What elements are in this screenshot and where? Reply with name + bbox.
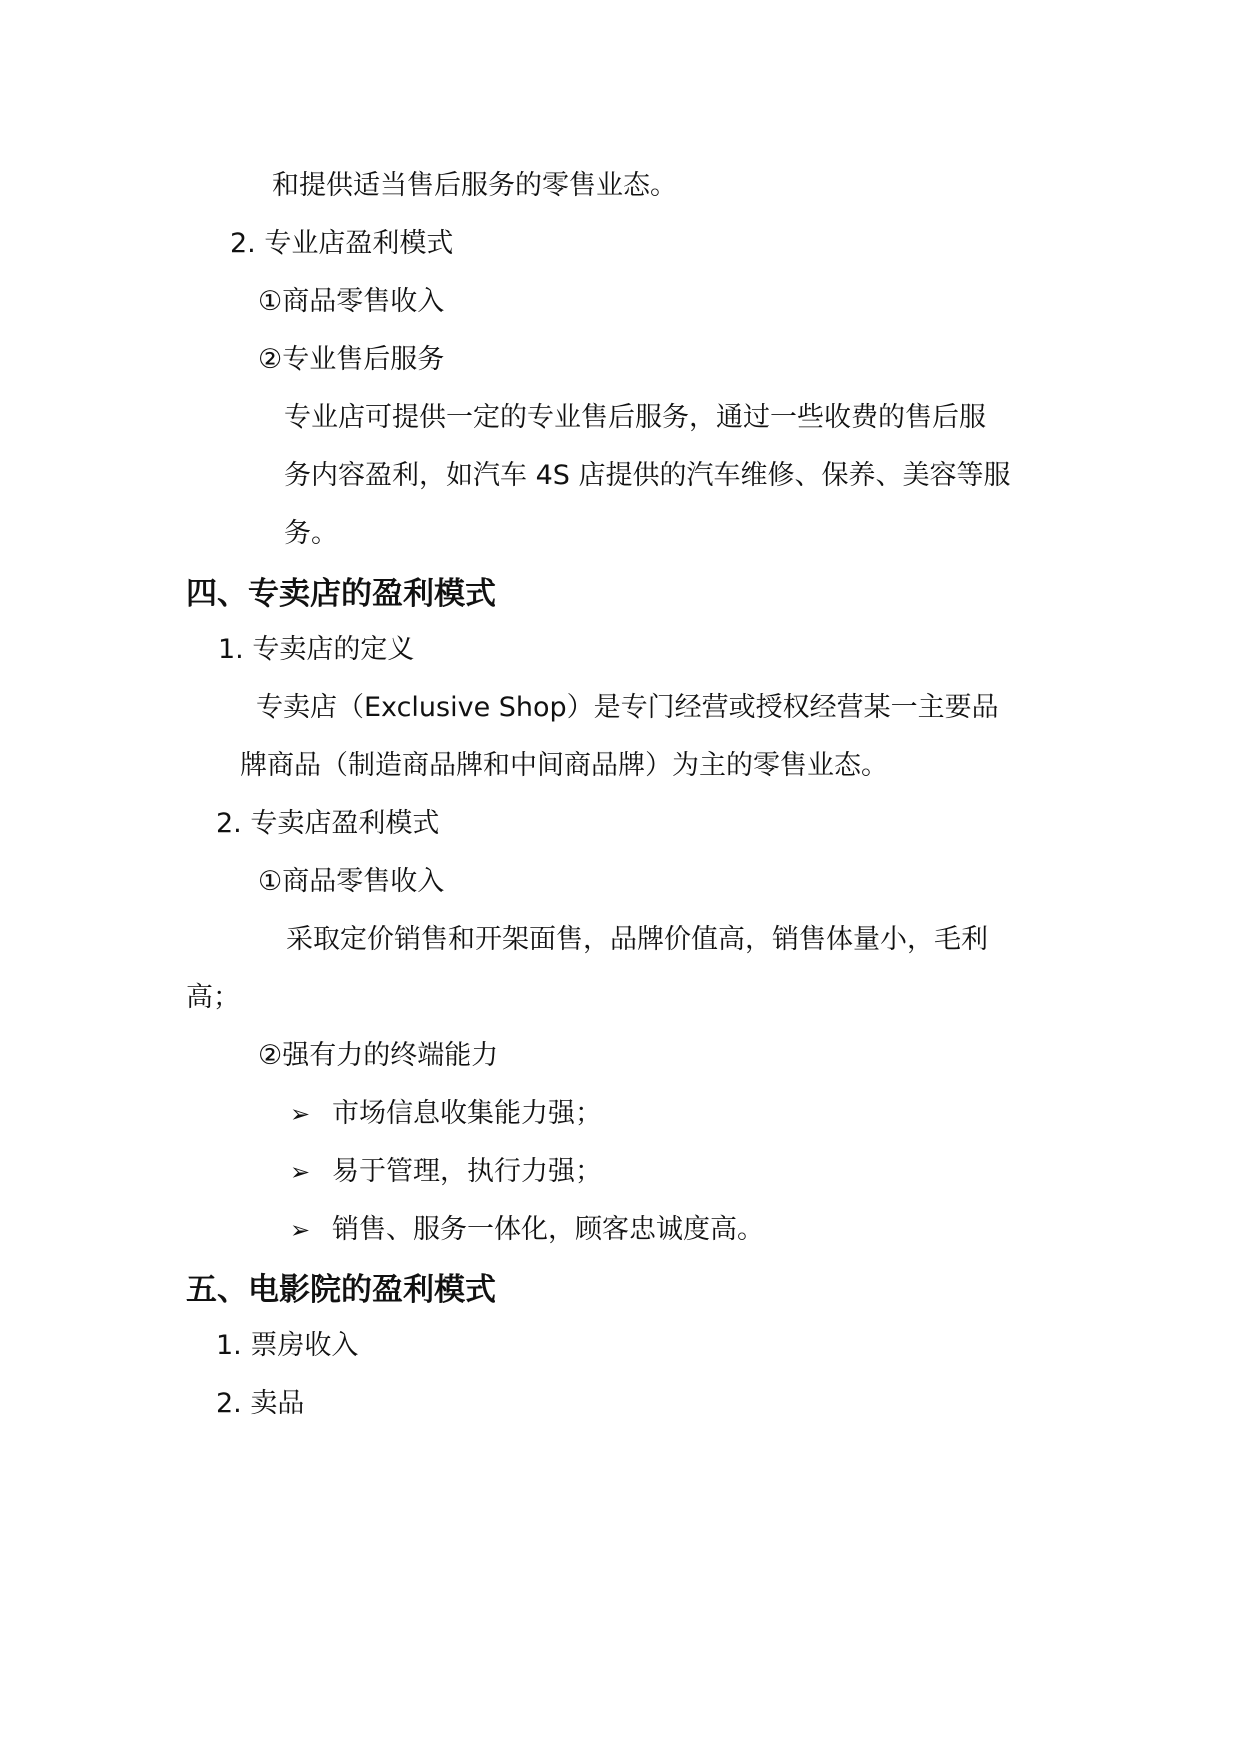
list-item-title: 1. 专卖店的定义 [218,634,415,665]
paragraph-line: 牌商品（制造商品牌和中间商品牌）为主的零售业态。 [240,750,888,781]
arrow-bullet-icon: ➢ [290,1158,311,1186]
bullet-item: 易于管理，执行力强； [332,1156,602,1187]
sub-item: ②强有力的终端能力 [258,1040,499,1071]
sub-item: ②专业售后服务 [258,344,445,375]
sub-item: ①商品零售收入 [258,866,445,897]
paragraph-line: 务。 [284,518,338,549]
arrow-bullet-icon: ➢ [290,1216,311,1244]
paragraph-line: 专业店可提供一定的专业售后服务，通过一些收费的售后服 [284,402,986,433]
arrow-bullet-icon: ➢ [290,1100,311,1128]
list-item: 2. 卖品 [216,1388,305,1419]
section-heading: 四、专卖店的盈利模式 [186,576,496,612]
paragraph-continuation: 和提供适当售后服务的零售业态。 [272,170,677,201]
bullet-item: 市场信息收集能力强； [332,1098,602,1129]
bullet-item: 销售、服务一体化，顾客忠诚度高。 [332,1214,764,1245]
list-item-title: 2. 专业店盈利模式 [230,228,454,259]
section-heading: 五、电影院的盈利模式 [186,1272,496,1308]
paragraph-line: 专卖店（Exclusive Shop）是专门经营或授权经营某一主要品 [256,692,999,723]
paragraph-line: 务内容盈利，如汽车 4S 店提供的汽车维修、保养、美容等服 [284,460,1011,491]
paragraph-line: 采取定价销售和开架面售，品牌价值高，销售体量小，毛利 [286,924,988,955]
sub-item: ①商品零售收入 [258,286,445,317]
paragraph-line: 高； [186,982,240,1013]
list-item-title: 2. 专卖店盈利模式 [216,808,440,839]
list-item: 1. 票房收入 [216,1330,359,1361]
